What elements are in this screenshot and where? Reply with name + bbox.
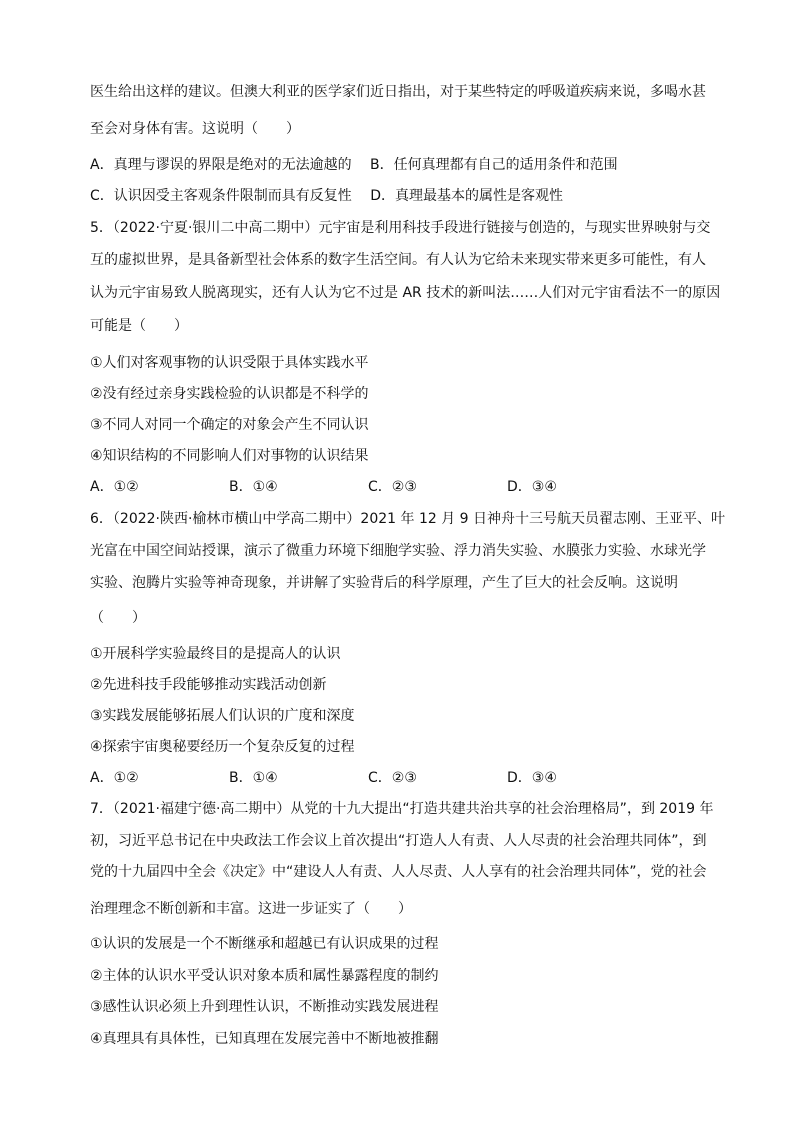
- q5-option-b: B．①④: [229, 479, 278, 495]
- intro-options-cd: C．认识因受主客观条件限制而具有反复性 D．真理最基本的属性是客观性: [90, 188, 564, 204]
- q7-stem-line-4: 治理理念不断创新和丰富。这进一步证实了（ ）: [90, 901, 412, 917]
- q6-stem-line-1: 6．（2022·陕西·榆林市横山中学高二期中）2021 年 12 月 9 日神舟十三号航天员翟志刚、王亚平、叶: [90, 511, 726, 527]
- q5-options: [90, 477, 710, 497]
- q6-item-4: ④探索宇宙奥秘要经历一个复杂反复的过程: [90, 739, 355, 755]
- q5-item-2: ②没有经过亲身实践检验的认识都是不科学的: [90, 386, 369, 402]
- q5-stem-line-1: 5．（2022·宁夏·银川二中高二期中）元宇宙是利用科技手段进行链接与创造的，与现实世界映射与交: [90, 220, 711, 236]
- q7-item-4: ④真理具有具体性，已知真理在发展完善中不断地被推翻: [90, 1031, 439, 1047]
- q6-stem-line-4: （ ）: [90, 610, 146, 626]
- q5-stem-line-3: 认为元宇宙易致人脱离现实，还有人认为它不过是 AR 技术的新叫法……人们对元宇宙看法不一的原因: [90, 285, 721, 301]
- intro-options-ab: A．真理与谬误的界限是绝对的无法逾越的 B．任何真理都有自己的适用条件和范围: [90, 157, 618, 173]
- q5-option-d: D．③④: [507, 479, 557, 495]
- q7-stem-line-3: 党的十九届四中全会《决定》中“建设人人有责、人人尽责、人人享有的社会治理共同体”，党的社会: [90, 864, 707, 880]
- intro-line-1: 医生给出这样的建议。但澳大利亚的医学家们近日指出，对于某些特定的呼吸道疾病来说，多喝水甚: [90, 84, 706, 100]
- q5-item-4: ④知识结构的不同影响人们对事物的认识结果: [90, 448, 369, 464]
- q6-item-2: ②先进科技手段能够推动实践活动创新: [90, 677, 327, 693]
- q6-item-3: ③实践发展能够拓展人们认识的广度和深度: [90, 708, 355, 724]
- q5-stem-line-4: 可能是（ ）: [90, 318, 188, 334]
- q6-option-c: C．②③: [368, 770, 417, 786]
- intro-line-2: 至会对身体有害。这说明（ ）: [90, 121, 300, 137]
- q6-stem-line-3: 实验、泡腾片实验等神奇现象，并讲解了实验背后的科学原理，产生了巨大的社会反响。这说明: [90, 575, 678, 591]
- q7-item-1: ①认识的发展是一个不断继承和超越已有认识成果的过程: [90, 936, 439, 952]
- q6-option-b: B．①④: [229, 770, 278, 786]
- q7-stem-line-2: 初，习近平总书记在中央政法工作会议上首次提出“打造人人有责、人人尽责的社会治理共同体”，到: [90, 833, 707, 849]
- q6-options: [90, 768, 710, 788]
- q7-stem-line-1: 7．（2021·福建宁德·高二期中）从党的十九大提出“打造共建共治共享的社会治理格局”，到 2019 年: [90, 801, 714, 817]
- q5-item-1: ①人们对客观事物的认识受限于具体实践水平: [90, 355, 369, 371]
- q6-option-d: D．③④: [507, 770, 557, 786]
- q5-option-c: C．②③: [368, 479, 417, 495]
- q7-item-2: ②主体的认识水平受认识对象本质和属性暴露程度的制约: [90, 968, 439, 984]
- q5-item-3: ③不同人对同一个确定的对象会产生不同认识: [90, 417, 369, 433]
- q7-item-3: ③感性认识必须上升到理性认识，不断推动实践发展进程: [90, 999, 439, 1015]
- q5-stem-line-2: 互的虚拟世界，是具备新型社会体系的数字生活空间。有人认为它给未来现实带来更多可能性，有人: [90, 252, 706, 268]
- q6-stem-line-2: 光富在中国空间站授课，演示了微重力环境下细胞学实验、浮力消失实验、水膜张力实验、水球光学: [90, 543, 706, 559]
- q6-item-1: ①开展科学实验最终目的是提高人的认识: [90, 646, 341, 662]
- q6-option-a: A．①②: [90, 770, 139, 786]
- q5-option-a: A．①②: [90, 479, 139, 495]
